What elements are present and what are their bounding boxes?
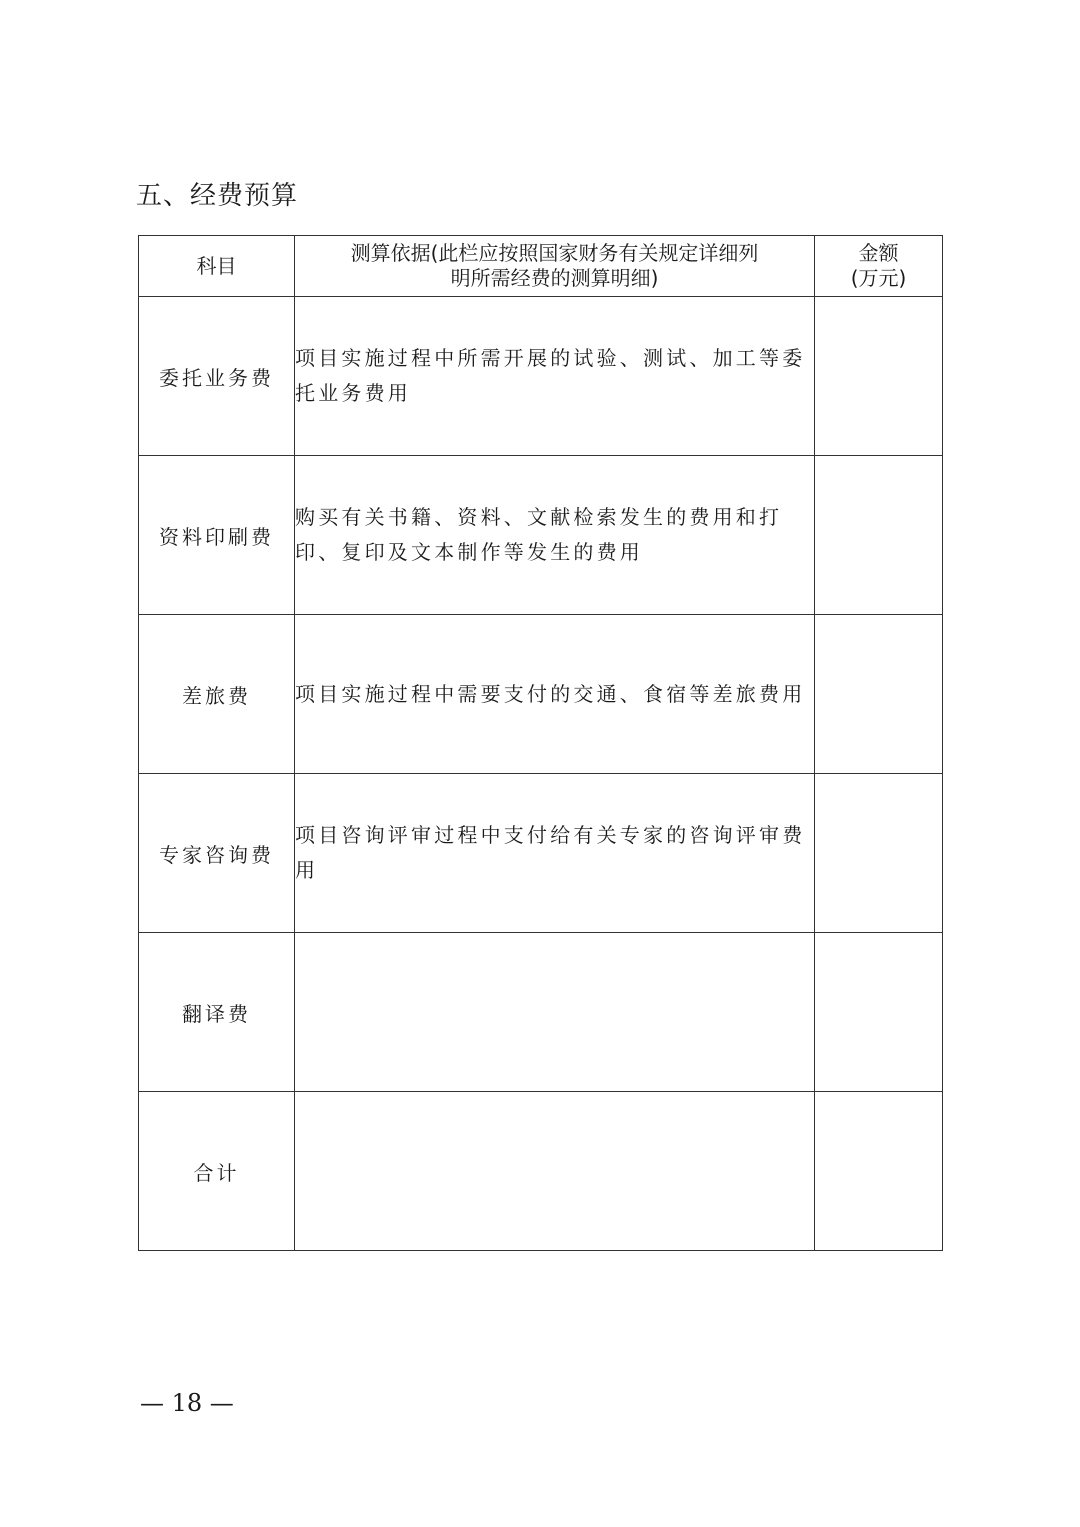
page-number: — 18 — bbox=[140, 1389, 234, 1417]
header-amount bbox=[815, 236, 943, 297]
table-row bbox=[139, 615, 943, 774]
row-amount bbox=[815, 933, 943, 1092]
header-amount-line1: 金额 bbox=[858, 241, 899, 265]
table-row-total bbox=[139, 1092, 943, 1251]
row-amount bbox=[815, 456, 943, 615]
table-row bbox=[139, 933, 943, 1092]
row-amount bbox=[815, 615, 943, 774]
section-title: 五、经费预算 bbox=[136, 181, 299, 211]
table-header-row bbox=[139, 236, 943, 297]
budget-table bbox=[138, 235, 943, 1251]
table-row bbox=[139, 297, 943, 456]
row-basis bbox=[295, 1092, 815, 1251]
header-basis-line2: 明所需经费的测算明细) bbox=[450, 266, 659, 290]
header-basis-line1: 测算依据(此栏应按照国家财务有关规定详细列 bbox=[350, 241, 759, 265]
row-amount bbox=[815, 774, 943, 933]
row-subject: 差旅费 bbox=[139, 615, 295, 774]
row-subject: 资料印刷费 bbox=[139, 456, 295, 615]
row-subject: 翻译费 bbox=[139, 933, 295, 1092]
header-basis bbox=[295, 236, 815, 297]
row-amount bbox=[815, 1092, 943, 1251]
row-subject: 合计 bbox=[139, 1092, 295, 1251]
table-row bbox=[139, 774, 943, 933]
row-subject: 专家咨询费 bbox=[139, 774, 295, 933]
row-basis: 项目实施过程中需要支付的交通、食宿等差旅费用 bbox=[295, 615, 815, 774]
header-amount-line2: (万元) bbox=[850, 266, 907, 290]
row-basis bbox=[295, 933, 815, 1092]
row-amount bbox=[815, 297, 943, 456]
row-subject: 委托业务费 bbox=[139, 297, 295, 456]
header-subject: 科目 bbox=[139, 236, 295, 297]
row-basis: 项目咨询评审过程中支付给有关专家的咨询评审费用 bbox=[295, 774, 815, 933]
row-basis: 项目实施过程中所需开展的试验、测试、加工等委托业务费用 bbox=[295, 297, 815, 456]
row-basis: 购买有关书籍、资料、文献检索发生的费用和打印、复印及文本制作等发生的费用 bbox=[295, 456, 815, 615]
table-row bbox=[139, 456, 943, 615]
